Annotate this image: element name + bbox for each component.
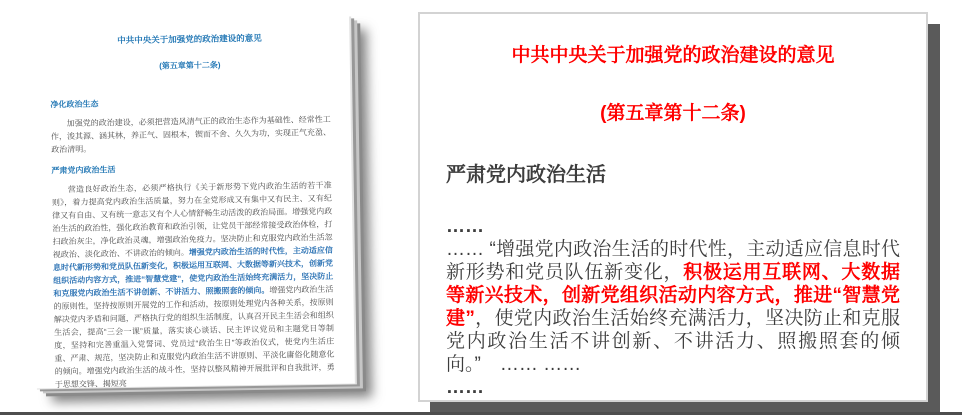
left-doc-section-heading-2: 严肃党内政治生活 bbox=[51, 165, 116, 176]
left-document-page bbox=[29, 16, 355, 389]
excerpt-section-heading: 严肃党内政治生活 bbox=[446, 164, 606, 186]
slide-bottom-border bbox=[0, 412, 962, 415]
left-doc-paragraph-2: 营造良好政治生态，必须严格执行《关于新形势下党内政治生活的若干准则》，着力提高党内政治生活质量，努力在全党形成又有集中又有民主、又有纪律又有自由、又有统一意志又有个人心情舒畅生动活泼的政治局面。增强党内政治生活的政治性，强化政治教育和政治引领，让党员干部经常接受政治体检，打扫政治灰尘，净化政治灵魂，增强政治免疫力。坚决防止和克服党内政治生活忽视政治、淡化政治、不讲政治的倾向。增强党内政治生活的时代性，主动适应信息时代新形势和党员队伍新变化，积极运用互联网、大数据等新兴技术，创新党组织活动内容方式，推进“智慧党建”，使党内政治生活始终充满活力，坚决防止和克服党内政治生活不讲创新、不讲活力、照搬照套的倾向。增强党内政治生活的原则性，坚持按原则开展党的工作和活动，按原则处理党内各种关系，按原则解决党内矛盾和问题，严格执行党的组织生活制度，认真召开民主生活会和组织生活会，提高“三会一课”质量，落实谈心谈话、民主评议党员和主题党日等制度，坚持和完善重温入党誓词、党员过“政治生日”等政治仪式，使党内生活庄重、严肃、规范，坚决防止和克服党内政治生活不讲原则、平淡化庸俗化随意化的倾向。增强党内政治生活的战斗性，坚持以整风精神开展批评和自我批评，勇于思想交锋、揭短亮 bbox=[51, 180, 335, 390]
excerpt-paragraph: …… “增强党内政治生活的时代性，主动适应信息时代新形势和党员队伍新变化，积极运用互联网、大数据等新兴技术，创新党组织活动内容方式，推进“智慧党建”，使党内政治生活始终充满活力，坚决防止和克服党内政治生活不讲创新、不讲活力、照搬照套的倾向。” …… …… bbox=[446, 239, 900, 375]
left-doc-subtitle: (第五章第十二条) bbox=[159, 60, 221, 71]
left-doc-title: 中共中央关于加强党的政治建设的意见 bbox=[117, 32, 262, 46]
left-doc-section-heading-1: 净化政治生态 bbox=[50, 99, 99, 110]
excerpt-panel bbox=[418, 12, 928, 402]
excerpt-subtitle: (第五章第十二条) bbox=[600, 103, 746, 124]
panel-shadow-right bbox=[928, 24, 940, 415]
left-doc-paragraph-1: 加强党的政治建设，必须把营造风清气正的政治生态作为基础性、经常性工作，浚其源、涵其林，养正气、固根本，锲而不舍、久久为功，实现正气充盈、政治清明。 bbox=[50, 114, 331, 155]
excerpt-title: 中共中央关于加强党的政治建设的意见 bbox=[511, 45, 835, 66]
excerpt-ellipsis-bottom: …… bbox=[446, 377, 484, 398]
excerpt-ellipsis-top: …… bbox=[446, 216, 484, 237]
